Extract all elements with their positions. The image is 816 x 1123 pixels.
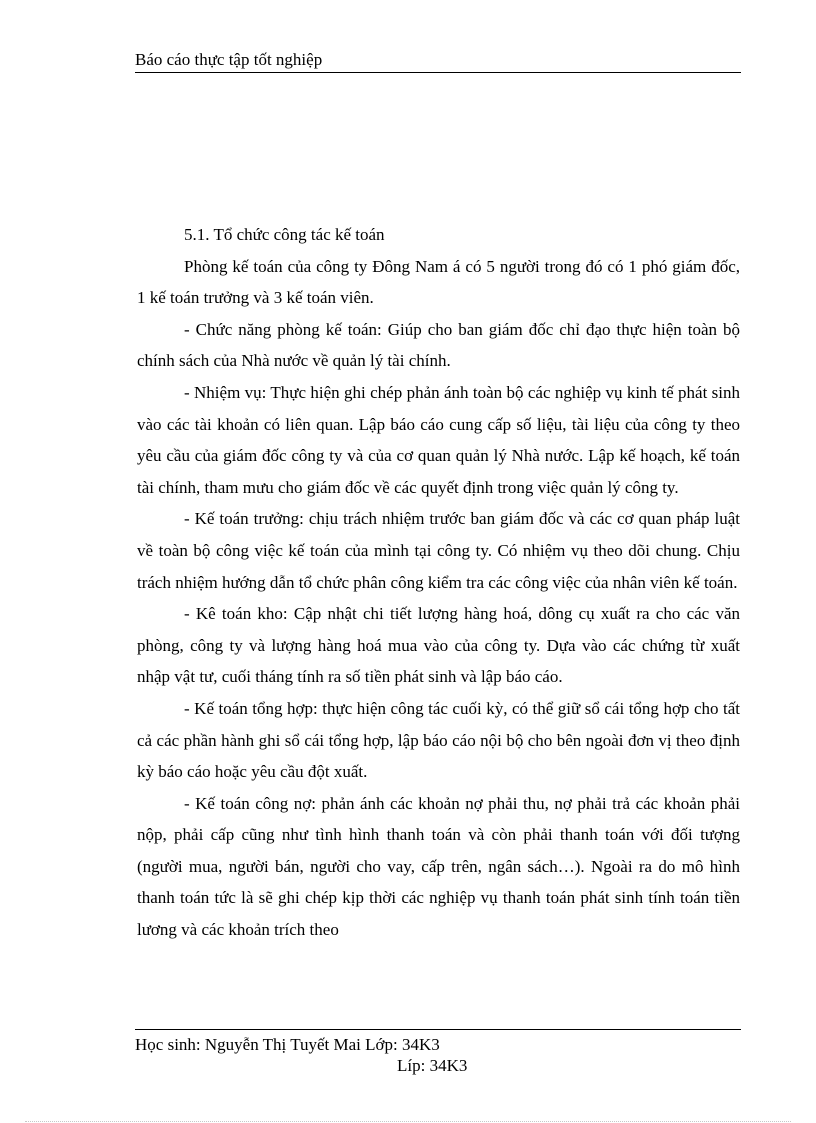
paragraph-function: - Chức năng phòng kế toán: Giúp cho ban giám đốc chỉ đạo thực hiện toàn bộ chính sách của Nhà nước về quản lý tài chính. (137, 319, 740, 371)
paragraph-chief-accountant: - Kế toán trưởng: chịu trách nhiệm trước ban giám đốc và các cơ quan pháp luật về toàn bộ công việc kế toán của mình tại công ty. Có nhiệm vụ theo dõi chung. Chịu trách nhiệm hướng dẫn tổ chức phân công kiểm tra các công việc của nhân viên kế toán. (137, 509, 740, 592)
paragraph-debt-accountant: - Kế toán công nợ: phản ánh các khoản nợ phải thu, nợ phải trả các khoản phải nộp, phải cấp cũng như tình hình thanh toán và còn phải thanh toán với đối tượng (người mua, người bán, người cho vay, cấp trên, ngân sách…). Ngoài ra do mô hình thanh toán tức là sẽ ghi chép kịp thời các nghiệp vụ thanh toán phát sinh tính toán tiền lương và các khoản trích theo (137, 793, 740, 940)
page-edge-divider (25, 1121, 791, 1122)
paragraph-staff: Phòng kế toán của công ty Đông Nam á có 5 người trong đó có 1 phó giám đốc, 1 kế toán trưởng và 3 kế toán viên. (137, 256, 740, 308)
footer-student-line: Học sinh: Nguyễn Thị Tuyết Mai Lớp: 34K3 (135, 1035, 440, 1054)
footer-class-line: Líp: 34K3 (397, 1056, 468, 1075)
report-title: Báo cáo thực tập tốt nghiệp (135, 50, 323, 69)
page-footer (135, 1029, 741, 1076)
document-body (137, 219, 740, 946)
paragraph-duties: - Nhiệm vụ: Thực hiện ghi chép phản ánh toàn bộ các nghiệp vụ kinh tế phát sinh vào các tài khoản có liên quan. Lập báo cáo cung cấp số liệu, tài liệu của công ty theo yêu cầu của giám đốc công ty và của cơ quan quản lý Nhà nước. Lập kế hoạch, kế toán tài chính, tham mưu cho giám đốc về các quyết định trong việc quản lý công ty. (137, 382, 740, 497)
paragraph-warehouse-accountant: - Kê toán kho: Cập nhật chi tiết lượng hàng hoá, dông cụ xuất ra cho các văn phòng, công ty và lượng hàng hoá mua vào của công ty. Dựa vào các chứng từ xuất nhập vật tư, cuối tháng tính ra số tiền phát sinh và lập báo cáo. (137, 604, 740, 687)
paragraph-general-accountant: - Kế toán tổng hợp: thực hiện công tác cuối kỳ, có thể giữ sổ cái tổng hợp cho tất cả các phần hành ghi sổ cái tổng hợp, lập báo cáo nội bộ cho bên ngoài đơn vị theo định kỳ báo cáo hoặc yêu cầu đột xuất. (137, 698, 740, 782)
page-header (135, 50, 741, 73)
section-heading: 5.1. Tổ chức công tác kế toán (184, 225, 385, 244)
